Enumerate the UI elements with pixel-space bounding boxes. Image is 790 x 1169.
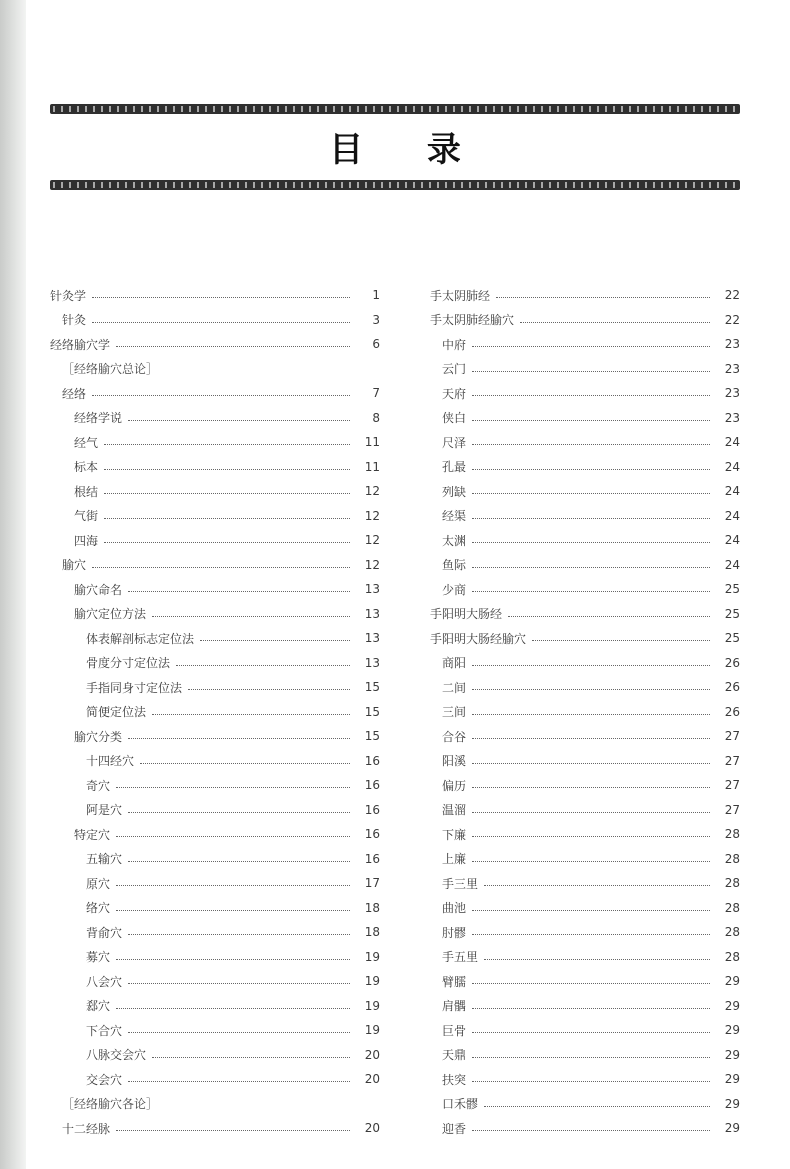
toc-entry-label: 孔最 [442,460,467,475]
toc-entry [430,798,740,823]
toc-entry-page: 28 [724,900,740,915]
toc-entry-page: 8 [372,410,380,425]
toc-entry-page: 13 [364,655,380,670]
toc-entry-label: 经络腧穴学 [50,337,111,352]
dot-leader [164,370,350,371]
toc-entry [430,357,740,382]
toc-entry-label: 十四经穴 [86,754,135,769]
toc-entry [430,479,740,504]
toc-entry-label: 二间 [442,680,467,695]
toc-entry-label: 手五里 [442,950,479,965]
dot-leader [116,958,350,960]
toc-entry [50,871,380,896]
toc-entry-page: 24 [724,508,740,523]
toc-entry-label: 少商 [442,582,467,597]
toc-entry-page: 18 [364,925,380,940]
toc-entry-page: 29 [724,1072,740,1087]
dot-leader [176,664,350,666]
dot-leader [472,394,710,396]
decorative-border-top [50,104,740,114]
toc-entry-page: 16 [364,753,380,768]
toc-entry-label: ［经络腧穴各论］ [62,1097,159,1112]
toc-entry-label: 手太阴肺经腧穴 [430,313,515,328]
toc-entry-label: 臂臑 [442,974,467,989]
toc-entry-page: 20 [364,1047,380,1062]
dot-leader [472,762,710,764]
toc-entry [50,479,380,504]
toc-entry-label: 侠白 [442,411,467,426]
toc-entry-page: 28 [724,827,740,842]
toc-entry-label: 三间 [442,705,467,720]
toc-entry-label: 迎香 [442,1121,467,1136]
toc-entry [50,969,380,994]
toc-entry-label: 腧穴 [62,558,87,573]
toc-entry-label: 尺泽 [442,435,467,450]
dot-leader [116,909,350,911]
toc-entry-label: 手阳明大肠经 [430,607,503,622]
dot-leader [116,345,350,347]
toc-entry-label: 奇穴 [86,778,111,793]
toc-entry-label: 经络学说 [74,411,123,426]
toc-entry [430,1018,740,1043]
toc-entry [430,896,740,921]
toc-entry-label: 云门 [442,362,467,377]
toc-entry [430,528,740,553]
toc-entry-page: 29 [724,1121,740,1136]
toc-entry-page: 15 [364,704,380,719]
toc-entry-label: 太渊 [442,533,467,548]
toc-entry-page: 24 [724,459,740,474]
toc-entry [430,920,740,945]
toc-entry-page: 23 [724,361,740,376]
dot-leader [472,909,710,911]
toc-entry [430,381,740,406]
toc-entry-page: 25 [724,606,740,621]
toc-entry [50,749,380,774]
toc-entry [50,700,380,725]
dot-leader [116,835,350,837]
toc-entry [50,406,380,431]
toc-entry [430,283,740,308]
toc-entry-label: 天府 [442,386,467,401]
toc-entry [50,381,380,406]
toc-entry [50,675,380,700]
toc-entry [430,749,740,774]
toc-entry [430,945,740,970]
toc-entry [50,455,380,480]
dot-leader [472,982,710,984]
toc-entry-page: 16 [364,827,380,842]
dot-leader [92,296,350,298]
dot-leader [472,517,710,519]
toc-entry-label: 标本 [74,460,99,475]
toc-entry-page: 27 [724,802,740,817]
dot-leader [128,811,350,813]
toc-entry-page: 29 [724,974,740,989]
toc-entry [430,969,740,994]
toc-entry [430,626,740,651]
toc-section-heading [50,357,380,382]
toc-entry-page: 23 [724,386,740,401]
toc-entry-page: 26 [724,655,740,670]
toc-entry-label: 合谷 [442,729,467,744]
dot-leader [472,370,710,372]
toc-entry-page: 16 [364,851,380,866]
toc-entry-label: 肘髎 [442,925,467,940]
toc-entry-page: 13 [364,582,380,597]
toc-entry [50,920,380,945]
toc-entry [50,822,380,847]
dot-leader [104,541,350,543]
dot-leader [116,786,350,788]
toc-entry-page: 18 [364,900,380,915]
dot-leader [92,321,350,323]
toc-entry [50,430,380,455]
dot-leader [472,1031,710,1033]
dot-leader [484,884,710,886]
dot-leader [520,321,710,323]
toc-entry-page: 28 [724,876,740,891]
dot-leader [472,713,710,715]
toc-entry-page: 19 [364,974,380,989]
toc-entry-label: 气街 [74,509,99,524]
toc-entry-page: 29 [724,1023,740,1038]
toc-entry-page: 7 [372,386,380,401]
toc-entry-page: 16 [364,802,380,817]
toc-section-heading [50,1092,380,1117]
toc-entry-page: 20 [364,1072,380,1087]
toc-column-left [50,283,380,1141]
dot-leader [128,1080,350,1082]
toc-entry-label: 扶突 [442,1072,467,1087]
dot-leader [472,541,710,543]
toc-entry-page: 3 [372,312,380,327]
toc-entry-page: 12 [364,533,380,548]
dot-leader [104,517,350,519]
toc-entry-label: 针灸 [62,313,87,328]
toc-entry-label: 经络 [62,386,87,401]
toc-entry [50,724,380,749]
dot-leader [152,713,350,715]
toc-entry-page: 19 [364,949,380,964]
page-gutter-shadow [0,0,26,1169]
toc-entry-label: 天鼎 [442,1048,467,1063]
toc-entry [50,308,380,333]
toc-entry-label: 腧穴命名 [74,582,123,597]
toc-entry [430,675,740,700]
toc-entry-page: 27 [724,753,740,768]
toc-entry-label: 简便定位法 [86,705,147,720]
toc-entry-label: 络穴 [86,901,111,916]
toc-entry-label: 口禾髎 [442,1097,479,1112]
toc-entry [430,1116,740,1141]
toc-entry-page: 26 [724,680,740,695]
toc-entry-page: 28 [724,949,740,964]
toc-entry-page: 29 [724,1047,740,1062]
toc-entry-page: 26 [724,704,740,719]
toc-entry [430,455,740,480]
dot-leader [532,639,710,641]
toc-entry [430,700,740,725]
toc-entry-label: 手阳明大肠经腧穴 [430,631,527,646]
toc-entry [50,283,380,308]
toc-entry [430,504,740,529]
dot-leader [472,1007,710,1009]
dot-leader [92,394,350,396]
toc-entry-page: 23 [724,337,740,352]
dot-leader [128,590,350,592]
toc-entry-page: 1 [372,288,380,303]
dot-leader [472,933,710,935]
toc-entry-label: 温溜 [442,803,467,818]
toc-entry-page: 15 [364,680,380,695]
toc-entry-page: 24 [724,533,740,548]
dot-leader [472,468,710,470]
toc-entry-label: 下廉 [442,827,467,842]
toc-entry-label: 经渠 [442,509,467,524]
toc-entry-page: 11 [364,435,380,450]
toc-entry-page: 13 [364,631,380,646]
toc-entry-label: 手三里 [442,876,479,891]
toc-entry-page: 11 [364,459,380,474]
toc-entry [50,602,380,627]
toc-entry-page: 6 [372,337,380,352]
decorative-border-bottom [50,180,740,190]
toc-entry-page: 27 [724,778,740,793]
toc-entry [430,847,740,872]
toc-entry-label: 骨度分寸定位法 [86,656,171,671]
toc-entry [50,798,380,823]
dot-leader [472,345,710,347]
toc-entry-label: 体表解剖标志定位法 [86,631,195,646]
dot-leader [472,664,710,666]
toc-entry-page: 24 [724,557,740,572]
dot-leader [128,933,350,935]
dot-leader [496,296,710,298]
toc-entry [430,577,740,602]
dot-leader [484,1105,710,1107]
toc-entry [430,308,740,333]
toc-entry [430,871,740,896]
toc-entry-page: 29 [724,1096,740,1111]
toc-entry-page: 22 [724,312,740,327]
toc-entry [430,602,740,627]
dot-leader [200,639,350,641]
dot-leader [128,737,350,739]
toc-entry [430,724,740,749]
toc-entry-label: 商阳 [442,656,467,671]
toc-entry-label: 背俞穴 [86,925,123,940]
toc-entry-page: 29 [724,998,740,1013]
toc-entry-label: 鱼际 [442,558,467,573]
toc-entry-label: 八脉交会穴 [86,1048,147,1063]
dot-leader [472,1056,710,1058]
toc-entry-page: 22 [724,288,740,303]
toc-entry-label: 偏历 [442,778,467,793]
toc-entry-label: 经气 [74,435,99,450]
toc-entry [50,773,380,798]
dot-leader [472,860,710,862]
toc-column-right [430,283,740,1141]
toc-entry [50,577,380,602]
toc-entry [430,430,740,455]
toc-entry-page: 15 [364,729,380,744]
toc-entry-page: 24 [724,435,740,450]
toc-entry-page: 12 [364,508,380,523]
toc-entry-page: 19 [364,998,380,1013]
toc-entry-label: ［经络腧穴总论］ [62,362,159,377]
toc-entry [50,847,380,872]
toc-entry-page: 12 [364,557,380,572]
toc-entry-page: 17 [364,876,380,891]
toc-entry-label: 四海 [74,533,99,548]
dot-leader [472,737,710,739]
toc-entry-page: 13 [364,606,380,621]
toc-entry-label: 五输穴 [86,852,123,867]
dot-leader [472,688,710,690]
toc-entry-page: 25 [724,582,740,597]
dot-leader [484,958,710,960]
dot-leader [472,492,710,494]
toc-entry [50,528,380,553]
dot-leader [140,762,350,764]
toc-entry [50,332,380,357]
toc-entry-label: 曲池 [442,901,467,916]
toc-entry [430,1067,740,1092]
toc-entry-page: 24 [724,484,740,499]
dot-leader [104,443,350,445]
toc-entry-page: 20 [364,1121,380,1136]
toc-entry-label: 阳溪 [442,754,467,769]
dot-leader [128,1031,350,1033]
dot-leader [116,1129,350,1131]
toc-entry-page: 27 [724,729,740,744]
toc-entry-label: 阿是穴 [86,803,123,818]
toc-entry [50,626,380,651]
toc-entry [430,651,740,676]
toc-entry-page: 16 [364,778,380,793]
toc-entry-label: 上廉 [442,852,467,867]
toc-entry [50,994,380,1019]
dot-leader [472,811,710,813]
dot-leader [92,566,350,568]
dot-leader [104,468,350,470]
dot-leader [188,688,350,690]
dot-leader [472,566,710,568]
toc-entry-page: 28 [724,925,740,940]
toc-entry [430,332,740,357]
page-title: 目 录 [329,130,487,170]
dot-leader [164,1105,350,1106]
toc-entry-label: 十二经脉 [62,1121,111,1136]
dot-leader [472,443,710,445]
toc-entry [50,1043,380,1068]
toc-entry-label: 郄穴 [86,999,111,1014]
dot-leader [472,835,710,837]
toc-entry-label: 八会穴 [86,974,123,989]
dot-leader [116,1007,350,1009]
toc-entry [50,945,380,970]
toc-entry-page: 19 [364,1023,380,1038]
toc-entry-label: 手指同身寸定位法 [86,680,183,695]
dot-leader [472,419,710,421]
toc-entry-page: 23 [724,410,740,425]
dot-leader [128,419,350,421]
toc-entry [430,822,740,847]
toc-entry [50,896,380,921]
toc-entry [430,773,740,798]
dot-leader [472,1080,710,1082]
toc-entry-label: 交会穴 [86,1072,123,1087]
dot-leader [128,860,350,862]
toc-entry [430,1043,740,1068]
toc-entry [50,553,380,578]
dot-leader [508,615,710,617]
dot-leader [472,786,710,788]
toc-entry-label: 中府 [442,337,467,352]
dot-leader [472,590,710,592]
toc-entry-page: 12 [364,484,380,499]
toc-entry-page: 28 [724,851,740,866]
toc-entry-label: 腧穴定位方法 [74,607,147,622]
toc-entry [50,1018,380,1043]
dot-leader [104,492,350,494]
dot-leader [116,884,350,886]
toc-entry-label: 原穴 [86,876,111,891]
toc-entry [430,1092,740,1117]
toc-entry-label: 手太阴肺经 [430,288,491,303]
toc-entry-label: 列缺 [442,484,467,499]
dot-leader [152,1056,350,1058]
toc-entry [430,406,740,431]
toc-entry [50,1116,380,1141]
toc-entry-label: 针灸学 [50,288,87,303]
toc-entry [50,504,380,529]
toc-entry [430,994,740,1019]
toc-entry-label: 下合穴 [86,1023,123,1038]
toc-entry-label: 根结 [74,484,99,499]
toc-entry [50,651,380,676]
toc-entry-label: 肩髃 [442,999,467,1014]
toc-entry [430,553,740,578]
toc-entry-page: 25 [724,631,740,646]
toc-entry-label: 巨骨 [442,1023,467,1038]
toc-entry-label: 募穴 [86,950,111,965]
dot-leader [128,982,350,984]
dot-leader [152,615,350,617]
toc-entry-label: 腧穴分类 [74,729,123,744]
toc-entry-label: 特定穴 [74,827,111,842]
dot-leader [472,1129,710,1131]
toc-entry [50,1067,380,1092]
